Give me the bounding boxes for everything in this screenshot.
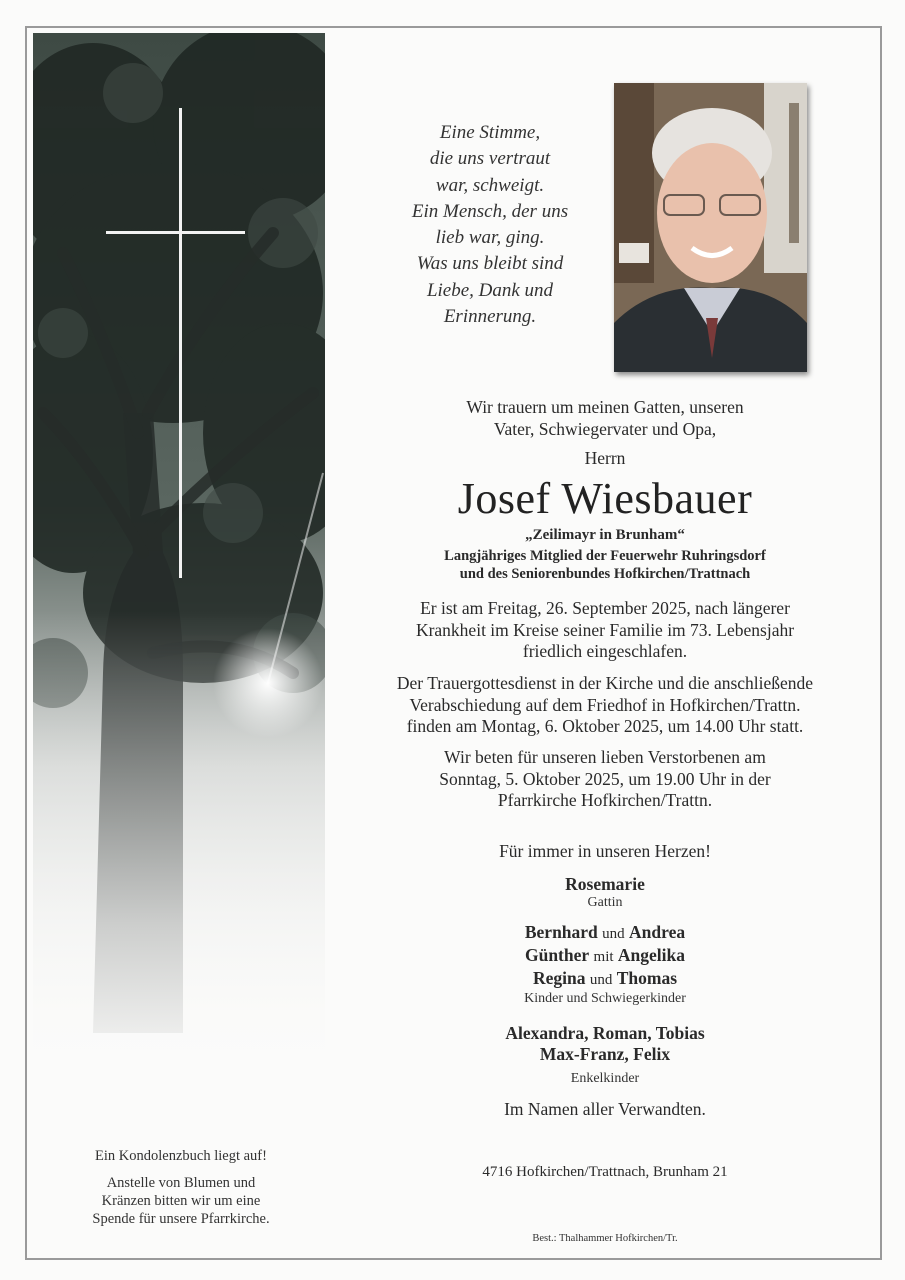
donation-line: Kränzen bitten wir um eine (101, 1193, 261, 1209)
poem-line: war, schweigt. (435, 174, 545, 196)
poem-line: Eine Stimme, (439, 122, 541, 143)
funeral-line: Verabschiedung auf dem Friedhof in Hofkirchen/Trattn. (409, 694, 801, 715)
child-partner: Andrea (629, 922, 686, 942)
funeral-notice (340, 673, 870, 738)
portrait-photo (614, 83, 807, 372)
prayer-line: Wir beten für unseren lieben Verstorbenen am (444, 747, 766, 767)
poem (380, 120, 600, 330)
donation-line: Spende für unsere Pfarrkirche. (92, 1211, 270, 1227)
poem-line: Ein Mensch, der uns (411, 200, 569, 222)
salutation: Herrn (584, 448, 626, 468)
intro (340, 397, 870, 440)
wife-role: Gattin (587, 895, 623, 910)
funeral-line: finden am Montag, 6. Oktober 2025, um 14.00 Uhr statt. (406, 716, 804, 736)
child-name: Regina (532, 968, 586, 988)
child-row (340, 945, 870, 968)
address: 4716 Hofkirchen/Trattnach, Brunham 21 (482, 1164, 728, 1180)
cross-icon (179, 108, 182, 578)
membership-line: und des Seniorenbundes Hofkirchen/Trattnach (459, 566, 751, 582)
death-line: Krankheit im Kreise seiner Familie im 73. Lebensjahr (415, 619, 795, 640)
prayer-line: Pfarrkirche Hofkirchen/Trattn. (497, 790, 713, 810)
child-row (340, 922, 870, 945)
grandchildren-line: Alexandra, Roman, Tobias (505, 1023, 705, 1043)
prayer-notice (340, 747, 870, 812)
child-name: Günther (524, 945, 590, 965)
poem-line: Liebe, Dank und (426, 279, 554, 301)
children-role: Kinder und Schwiegerkinder (524, 991, 686, 1006)
prayer-line: Sonntag, 5. Oktober 2025, um 19.00 Uhr in der (439, 768, 771, 789)
child-name: Bernhard (524, 922, 598, 942)
death-notice (340, 598, 870, 663)
death-line: Er ist am Freitag, 26. September 2025, nach längerer (420, 598, 790, 618)
conjunction: und (602, 926, 625, 942)
poem-line: Erinnerung. (443, 306, 537, 328)
closing-line: Für immer in unseren Herzen! (499, 841, 711, 861)
child-partner: Thomas (616, 968, 678, 988)
poem-line: die uns vertraut (429, 148, 551, 170)
grandchildren-line: Max-Franz, Felix (539, 1044, 671, 1064)
poem-line: Was uns bleibt sind (416, 253, 564, 275)
intro-line: Wir trauern um meinen Gatten, unseren (466, 397, 744, 417)
membership (340, 547, 870, 583)
children (340, 922, 870, 991)
child-row (340, 968, 870, 991)
printer-credit: Best.: Thalhammer Hofkirchen/Tr. (532, 1233, 678, 1244)
death-line: friedlich eingeschlafen. (522, 641, 688, 661)
wife-name: Rosemarie (565, 874, 645, 894)
tree-photo (33, 33, 325, 1083)
condolence-note: Ein Kondolenzbuch liegt auf! (95, 1148, 267, 1164)
conjunction: mit (593, 949, 614, 965)
child-partner: Angelika (617, 945, 686, 965)
deceased-name: Josef Wiesbauer (457, 474, 753, 523)
membership-line: Langjähriges Mitglied der Feuerwehr Ruhringsdorf (444, 548, 766, 564)
grandchildren-role: Enkelkinder (570, 1071, 640, 1086)
intro-line: Vater, Schwiegervater und Opa, (493, 418, 717, 439)
donation-line: Anstelle von Blumen und (106, 1175, 256, 1191)
nickname: „Zeilimayr in Brunham“ (525, 527, 685, 543)
grandchildren (340, 1023, 870, 1065)
donation-note (33, 1174, 329, 1228)
conjunction: und (589, 972, 613, 988)
relatives-line: Im Namen aller Verwandten. (504, 1099, 706, 1119)
funeral-line: Der Trauergottesdienst in der Kirche und die anschließende (396, 673, 814, 693)
poem-line: lieb war, ging. (435, 227, 545, 249)
